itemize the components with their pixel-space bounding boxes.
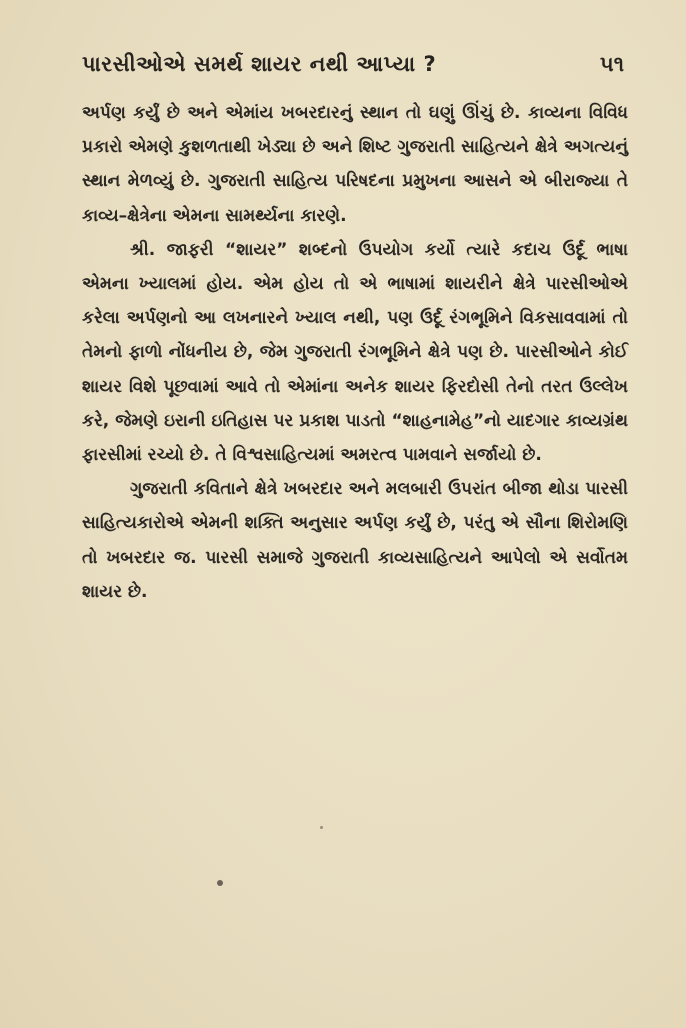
chapter-title: પારસીઓએ સમર્થ શાયર નથી આપ્યા ? xyxy=(82,51,437,76)
paragraph-2: શ્રી. જાફરી “શાયર” શબ્દનો ઉપયોગ કર્યો ત્યારે કદાચ ઉર્દૂ ભાષા એમના ખ્યાલમાં હોય. એમ હોય તો એ ભાષામાં શાયરીને ક્ષેત્રે પારસીઓએ કરેલા અર્પણનો આ લખનારને ખ્યાલ નથી, પણ ઉર્દૂ રંગભૂમિને વિકસાવવામાં તો તેમનો ફાળો નોંધનીય છે, જેમ ગુજરાતી રંગભૂમિને ક્ષેત્રે પણ છે. પારસીઓને કોઈ શાયર વિશે પૂછવામાં આવે તો એમાંના અનેક શાયર ફિરદોસી તેનો તરત ઉલ્લેખ કરે, જેમણે ઇરાની ઇતિહાસ પર પ્રકાશ પાડતો “શાહનામેહ”નો યાદગાર કાવ્યગ્રંથ ફારસીમાં રચ્યો છે. તે વિશ્વસાહિત્યમાં અમરત્વ પામવાને સર્જાયો છે. xyxy=(82,239,628,466)
ink-speck-small xyxy=(320,826,323,829)
paragraph-1: અર્પણ કર્યું છે અને એમાંય ખબરદારનું સ્થાન તો ઘણું ઊંચું છે. કાવ્યના વિવિધ પ્રકારો એમણે કુશળતાથી ખેડ્યા છે અને શિષ્ટ ગુજરાતી સાહિત્યને ક્ષેત્રે અગત્યનું સ્થાન મેળવ્યું છે. ગુજરાતી સાહિત્ય પરિષદના પ્રમુખના આસને એ બીરાજ્યા તે કાવ્ય–ક્ષેત્રેના એમના સામર્થ્યના કારણે. xyxy=(82,103,628,226)
page-number: ૫૧ xyxy=(599,51,624,76)
paragraph-3: ગુજરાતી કવિતાને ક્ષેત્રે ખબરદાર અને મલબારી ઉપરાંત બીજા થોડા પારસી સાહિત્યકારોએ એમની શક્તિ અનુસાર અર્પણ કર્યું છે, પરંતુ એ સૌના શિરોમણિ તો ખબરદાર જ. પારસી સમાજે ગુજરાતી કાવ્યસાહિત્યને આપેલો એ સર્વોતમ શાયર છે. xyxy=(82,479,628,602)
ink-speck xyxy=(217,880,223,886)
body-text xyxy=(82,96,628,609)
running-header xyxy=(82,44,624,84)
